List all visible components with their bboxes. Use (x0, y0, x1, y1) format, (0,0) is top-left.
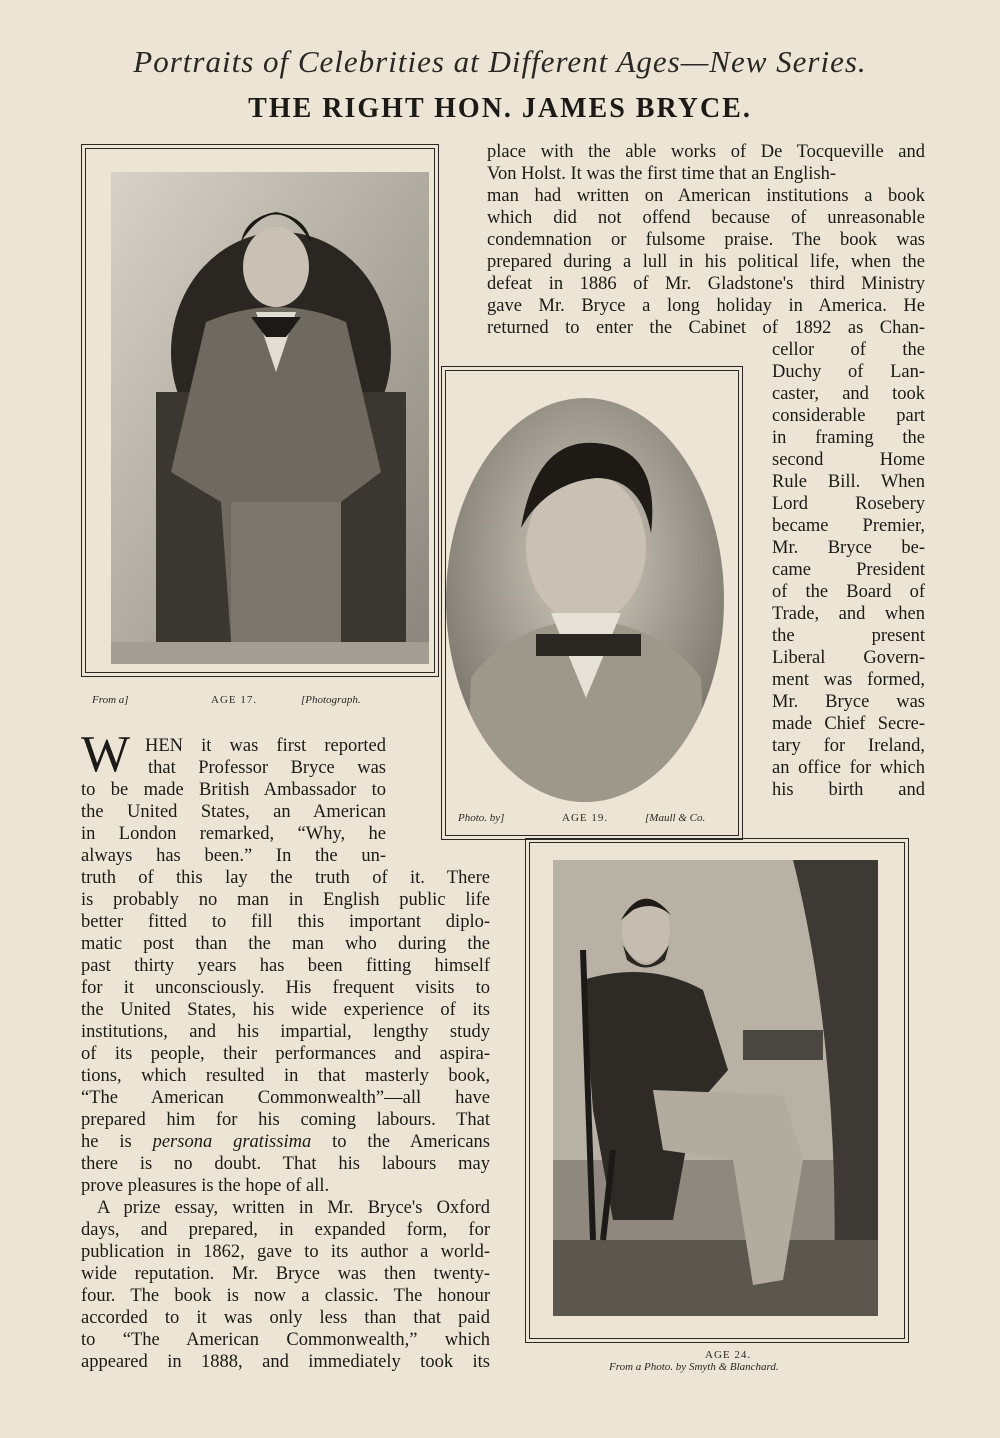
text-line: institutions, and his impartial, lengthy study (81, 1022, 490, 1042)
text-line: always has been.” In the un- (81, 846, 386, 866)
caption-age24-credit: From a Photo. by Smyth & Blanchard. (609, 1361, 779, 1373)
text-line: that Professor Bryce was (148, 758, 386, 778)
portrait-age24-photo (553, 860, 878, 1316)
text-line: which did not offend because of unreasonable (487, 208, 925, 228)
article-top-right (487, 141, 925, 339)
text-line: four. The book is now a classic. The honour (81, 1286, 490, 1306)
text-line: man had written on American institutions a book (487, 186, 925, 206)
text-line: returned to enter the Cabinet of 1892 as Chan- (487, 318, 925, 338)
caption-age17-source: From a] (92, 694, 129, 706)
text-line: ment was formed, (772, 670, 925, 690)
text-line: wide reputation. Mr. Bryce was then twenty- (81, 1264, 490, 1284)
text-line: his birth and (772, 780, 925, 800)
text-line: prepared him for his coming labours. That (81, 1110, 490, 1130)
text-line: prepared during a lull in his political life, when the (487, 252, 925, 272)
text-line: in London remarked, “Why, he (81, 824, 386, 844)
text-line: publication in 1862, gave to its author a world- (81, 1242, 490, 1262)
text-line: considerable part (772, 406, 925, 426)
text-line: caster, and took (772, 384, 925, 404)
text-line: for it unconsciously. His frequent visits to (81, 978, 490, 998)
text-line: condemnation or fulsome praise. The book was (487, 230, 925, 250)
text-line: of its people, their performances and aspira- (81, 1044, 490, 1064)
text-line: accorded to it was only less than that paid (81, 1308, 490, 1328)
text-line: to be made British Ambassador to (81, 780, 386, 800)
persona-italic: persona gratissima (152, 1132, 312, 1152)
text-line: became Premier, (772, 516, 925, 536)
text-line: place with the able works of De Tocqueville and (487, 142, 925, 162)
text-line: Mr. Bryce be- (772, 538, 925, 558)
text-line: “The American Commonwealth”—all have (81, 1088, 490, 1108)
text-line: Rule Bill. When (772, 472, 925, 492)
portrait-age17-photo (111, 172, 429, 664)
persona-pre: he is (81, 1132, 153, 1152)
text-line: matic post than the man who during the (81, 934, 490, 954)
caption-age19-source: Photo. by] (458, 812, 505, 824)
text-line: gave Mr. Bryce a long holiday in America. He (487, 296, 925, 316)
text-line: Duchy of Lan- (772, 362, 925, 382)
text-line: to “The American Commonwealth,” which (81, 1330, 490, 1350)
text-line: is probably no man in English public life (81, 890, 490, 910)
persona-post: to the Americans (311, 1132, 490, 1152)
text-line: past thirty years has been fitting himself (81, 956, 490, 976)
text-line: the United States, his wide experience of its (81, 1000, 490, 1020)
text-line: came President (772, 560, 925, 580)
text-line: made Chief Secre- (772, 714, 925, 734)
article-narrow-right (772, 339, 925, 801)
text-line-persona (81, 1131, 490, 1153)
text-line: A prize essay, written in Mr. Bryce's Oxford (97, 1198, 490, 1218)
caption-age19-credit: [Maull & Co. (645, 812, 706, 824)
text-line: better fitted to fill this important diplo- (81, 912, 490, 932)
portrait-age19-photo (446, 398, 724, 802)
series-heading: Portraits of Celebrities at Different Ages—New Series. (133, 44, 867, 79)
text-line: the present (772, 626, 925, 646)
page-title: THE RIGHT HON. JAMES BRYCE. (248, 93, 752, 124)
caption-age17-age: AGE 17. (211, 694, 258, 706)
text-line: Lord Rosebery (772, 494, 925, 514)
caption-age17-credit: [Photograph. (301, 694, 361, 706)
text-line: the United States, an American (81, 802, 386, 822)
text-line: Trade, and when (772, 604, 925, 624)
text-line: defeat in 1886 of Mr. Gladstone's third Ministry (487, 274, 925, 294)
text-line: prove pleasures is the hope of all. (81, 1176, 330, 1196)
drop-cap: W (81, 726, 131, 783)
text-line: in framing the (772, 428, 925, 448)
article-left-wide (81, 867, 490, 1373)
text-line: Liberal Govern- (772, 648, 925, 668)
text-line: tions, which resulted in that masterly book, (81, 1066, 490, 1086)
text-line: Mr. Bryce was (772, 692, 925, 712)
article-left-narrow (81, 726, 386, 867)
text-line: Von Holst. It was the first time that an English- (487, 164, 837, 184)
text-line: an office for which (772, 758, 925, 778)
text-line: of the Board of (772, 582, 925, 602)
text-line: days, and prepared, in expanded form, for (81, 1220, 490, 1240)
text-line: HEN it was first reported (145, 736, 386, 756)
text-line: there is no doubt. That his labours may (81, 1154, 490, 1174)
text-line: tary for Ireland, (772, 736, 925, 756)
text-line: second Home (772, 450, 925, 470)
caption-age19-age: AGE 19. (562, 812, 609, 824)
text-line: cellor of the (772, 340, 925, 360)
text-line: appeared in 1888, and immediately took its (81, 1352, 490, 1372)
text-line: truth of this lay the truth of it. There (81, 868, 490, 888)
caption-age24-age: AGE 24. (705, 1349, 752, 1361)
